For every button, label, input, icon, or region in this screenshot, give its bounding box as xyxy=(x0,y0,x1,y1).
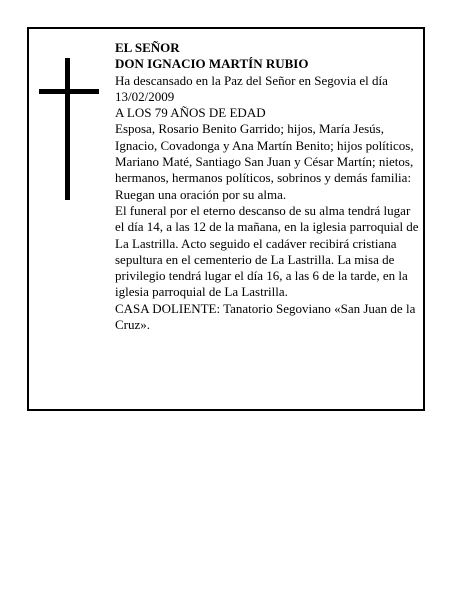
notice-body xyxy=(115,40,421,333)
prayer-request: Ruegan una oración por su alma. xyxy=(115,186,287,202)
latin-cross-icon xyxy=(39,58,99,200)
cross-horizontal-bar xyxy=(39,89,99,94)
notice-title: EL SEÑOR xyxy=(115,40,180,55)
death-statement: Ha descansado en la Paz del Señor en Segovia el día 13/02/2009 xyxy=(115,72,388,104)
cross-vertical-bar xyxy=(65,58,70,200)
mourning-house: CASA DOLIENTE: Tanatorio Segoviano «San Juan de la Cruz». xyxy=(115,300,416,333)
age-line: A LOS 79 AÑOS DE EDAD xyxy=(115,105,266,121)
obituary-notice xyxy=(27,27,425,411)
funeral-info: El funeral por el eterno descanso de su alma tendrá lugar el día 14, a las 12 de la mañana, en la iglesia parroquial de La Lastrilla. Acto seguido el cadáver recibirá cristiana sepultura en el cementerio de La Lastrilla. La misa de privilegio tendrá lugar el día 16, a las 6 de la tarde, en la iglesia parroquial de La Lastrilla. xyxy=(115,202,419,300)
family-list: Esposa, Rosario Benito Garrido; hijos, María Jesús, Ignacio, Covadonga y Ana Martín Benito; hijos políticos, Mariano Maté, Santiago San Juan y César Martín; nietos, hermanos, hermanos políticos, sobrinos y demás familia: xyxy=(115,121,414,186)
deceased-name: DON IGNACIO MARTÍN RUBIO xyxy=(115,56,309,72)
